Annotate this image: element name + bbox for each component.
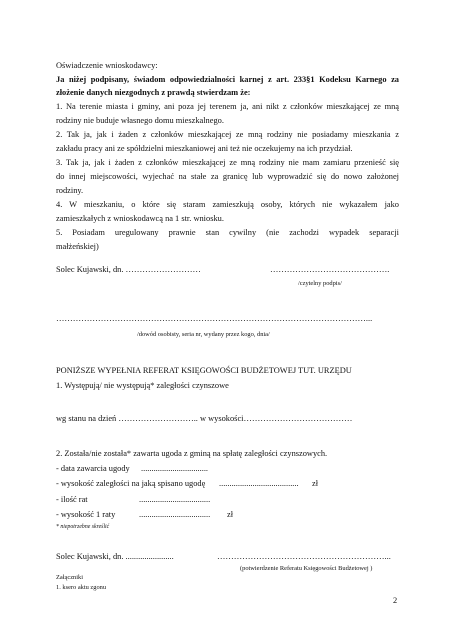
statement-line: 4. W mieszkaniu, o które się staram zamieszkują osoby, których nie wykazałem jako xyxy=(56,200,399,209)
statement-line: małżeńskiej) xyxy=(56,242,99,251)
intro-line-2: złożenie danych niezgodnych z prawdą stwierdzam że: xyxy=(56,88,251,97)
settlement-amount-unit: zł xyxy=(312,479,319,488)
statement-line: 3. Tak ja, jak i żaden z członków mieszkającej ze mną rodziny nie mam zamiaru przenieść się xyxy=(56,158,399,167)
statement-line: 2. Tak ja, jak i żaden z członków mieszkającej ze mną rodziny nie posiadamy mieszkania z xyxy=(56,130,399,139)
intro-line-1: Ja niżej podpisany, świadom odpowiedzialności karnej z art. 233§1 Kodeksu Karnego za xyxy=(56,75,399,84)
attachments-title: Załączniki xyxy=(56,574,83,581)
confirmation-caption: (potwierdzenie Referatu Księgowości Budżetowej ) xyxy=(240,565,373,572)
statement-heading: Oświadczenie wnioskodawcy: xyxy=(56,61,158,70)
id-document-dots: …………………………………………………………………………………………………... xyxy=(56,314,373,323)
signature-caption: /czytelny podpis/ xyxy=(298,280,342,287)
page-number: 2 xyxy=(393,596,398,605)
statement-line: 5. Posiadam uregulowany prawnie stan cywilny (nie zachodzi wypadek separacji xyxy=(56,228,399,237)
settlement-amount-dots: ...................................... xyxy=(219,479,299,488)
installments-dots: .................................. xyxy=(139,495,211,504)
settlement-line: 2. Została/nie została* zawarta ugoda z gminą na spłatę zaległości czynszowych. xyxy=(56,449,328,458)
installments-label: - ilość rat xyxy=(56,495,88,504)
rent-arrears-line: 1. Występują/ nie występują* zaległości czynszowe xyxy=(56,381,229,390)
installment-amount-label: - wysokość 1 raty xyxy=(56,510,116,519)
confirmation-place-date: Solec Kujawski, dn. ....................... xyxy=(56,552,174,561)
section-title: PONIŻSZE WYPEŁNIA REFERAT KSIĘGOWOŚCI BUDŻETOWEJ TUT. URZĘDU xyxy=(56,366,352,375)
settlement-date-dots: ................................ xyxy=(141,464,208,473)
statement-line: zamieszkałych z wnioskodawcą na 1 str. wniosku. xyxy=(56,214,224,223)
attachment-item: 1. ksero aktu zgonu xyxy=(56,584,107,591)
statement-line: 1. Na terenie miasta i gminy, ani poza jej terenem ja, ani nikt z członków mieszkającej ze mną xyxy=(56,102,399,111)
installment-amount-dots: .................................. xyxy=(139,510,211,519)
statement-line: zakładu pracy ani ze spółdzielni mieszkaniowej ani też nie oczekujemy na ich przydział. xyxy=(56,144,353,153)
signature-dots: ……………………………………. xyxy=(270,265,390,274)
footnote: * niepotrzebne skreślić xyxy=(56,524,110,530)
installment-amount-unit: zł xyxy=(227,510,234,519)
settlement-amount-label: - wysokość zaległości na jaką spisano ugodę xyxy=(56,479,206,488)
id-document-caption: /dowód osobisty, seria nr, wydany przez kogo, dnia/ xyxy=(137,331,270,338)
settlement-date-label: - data zawarcia ugody xyxy=(56,464,130,473)
statement-line: do innej miejscowości, wyjechać na stałe za granicę lub wyprowadzić się do nowo założonej xyxy=(56,172,399,181)
statement-line: rodziny nie buduje własnego domu mieszkalnego. xyxy=(56,116,224,125)
signature-place-date: Solec Kujawski, dn. ……………………… xyxy=(56,265,201,274)
statement-line: rodziny. xyxy=(56,186,84,195)
confirmation-dots: ……………………………………………………... xyxy=(217,552,391,561)
arrears-state-line: wg stanu na dzień ……………………….. w wysokości………………………………… xyxy=(56,414,353,423)
